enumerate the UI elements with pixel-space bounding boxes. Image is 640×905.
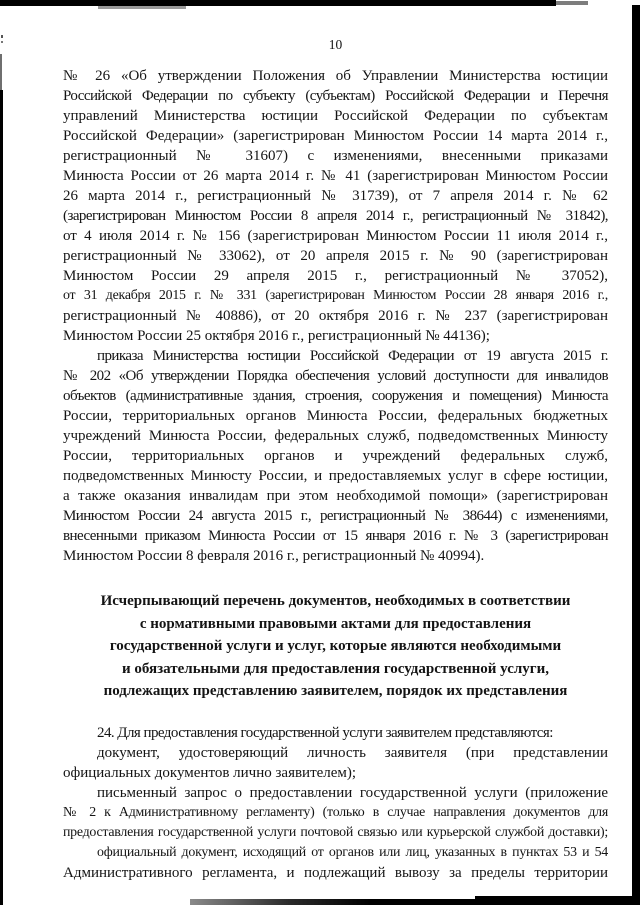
scan-artifact-bottom-bar-right bbox=[475, 896, 640, 905]
paragraph-block bbox=[63, 723, 608, 743]
text-line: регистрационный № 40886), от 20 октября 2016 г. № 237 (зарегистрирован bbox=[63, 308, 608, 324]
text-line: а также оказания инвалидам при этом необходимой помощи» (зарегистрирован bbox=[63, 488, 608, 504]
text-line: Минюста России от 26 марта 2014 г. № 41 (зарегистрирован Минюстом России bbox=[63, 168, 608, 184]
text-line: официальных документов лично заявителем); bbox=[63, 764, 357, 781]
text-line: № 202 «Об утверждении Порядка обеспечения условий доступности для инвалидов bbox=[63, 368, 608, 384]
text-line: Административного регламента, и подлежащий вывозу за пределы территории bbox=[63, 864, 608, 881]
paragraph-block bbox=[63, 783, 608, 843]
page-content bbox=[63, 36, 608, 883]
paragraph-block bbox=[63, 843, 608, 883]
text-line: управлений Министерства юстиции Российской Федерации по субъектам bbox=[63, 108, 608, 124]
heading-line: Исчерпывающий перечень документов, необходимых в соответствии bbox=[100, 593, 571, 609]
document-body bbox=[63, 66, 608, 883]
heading-line: подлежащих представлению заявителем, порядок их представления bbox=[103, 683, 568, 699]
heading-line: государственной услуги и услуг, которые являются необходимыми bbox=[109, 638, 562, 654]
text-line: № 26 «Об утверждении Положения об Управлении Министерства юстиции bbox=[63, 68, 608, 84]
text-line: приказа Министерства юстиции Российской Федерации от 19 августа 2015 г. bbox=[97, 348, 608, 364]
text-line: от 4 июля 2014 г. № 156 (зарегистрирован Минюстом России 11 июля 2014 г., bbox=[63, 228, 608, 244]
heading-block bbox=[63, 590, 608, 703]
text-line: 26 марта 2014 г., регистрационный № 31739), от 7 апреля 2014 г. № 62 bbox=[63, 188, 608, 204]
text-line: Российской Федерации по субъекту (субъектам) Российской Федерации и Перечня bbox=[63, 88, 608, 104]
text-line: внесенными приказом Минюста России от 15 января 2016 г. № 3 (зарегистрирован bbox=[63, 528, 608, 544]
text-line: Российской Федерации» (зарегистрирован Минюстом России 14 марта 2014 г., bbox=[63, 128, 608, 144]
scan-artifact-top-smudge bbox=[98, 6, 186, 9]
text-line: письменный запрос о предоставлении государственной услуги (приложение bbox=[97, 784, 608, 801]
paragraph-block bbox=[63, 346, 608, 566]
text-line: России, территориальных органов Минюста России, федеральных бюджетных bbox=[63, 408, 608, 424]
paragraph-block bbox=[63, 66, 608, 346]
scan-artifact-top-bar-tail bbox=[556, 1, 588, 5]
text-line: (зарегистрирован Минюстом России 8 апреля 2014 г., регистрационный № 31842), bbox=[63, 208, 608, 224]
scan-artifact-top-bar bbox=[0, 0, 556, 6]
scan-artifact-speck bbox=[1, 35, 3, 38]
text-line: регистрационный № 31607) с изменениями, внесенными приказами bbox=[63, 148, 608, 164]
text-line: официальный документ, исходящий от органов или лиц, указанных в пунктах 53 и 54 bbox=[97, 844, 608, 860]
scan-artifact-left-line bbox=[0, 90, 3, 905]
scan-artifact-right-bar bbox=[632, 5, 640, 900]
text-line: № 2 к Административному регламенту) (только в случае направления документов для bbox=[63, 804, 608, 820]
text-line: России, территориальных органов и учреждений федеральных служб, bbox=[63, 448, 608, 464]
scan-artifact-left-line-faint bbox=[0, 54, 2, 92]
text-line: предоставления государственной услуги почтовой связью или курьерской службой доставки); bbox=[63, 824, 608, 840]
text-line: Минюстом России 29 апреля 2015 г., регистрационный № 37052), bbox=[63, 268, 608, 284]
text-line: объектов (административные здания, строения, сооружения и помещения) Минюста bbox=[63, 388, 608, 404]
text-line: документ, удостоверяющий личность заявителя (при представлении bbox=[97, 744, 608, 761]
paragraph-block bbox=[63, 743, 608, 783]
text-line: Минюстом России 8 февраля 2016 г., регистрационный № 40994). bbox=[63, 548, 485, 564]
heading-line: с нормативными правовыми актами для предоставления bbox=[139, 615, 532, 632]
text-line: от 31 декабря 2015 г. № 331 (зарегистрирован Минюстом России 28 января 2016 г., bbox=[63, 288, 608, 303]
text-line: регистрационный № 33062), от 20 апреля 2015 г. № 90 (зарегистрирован bbox=[63, 248, 608, 264]
text-line: 24. Для предоставления государственной услуги заявителем представляются: bbox=[97, 724, 553, 741]
page-number: 10 bbox=[328, 37, 343, 52]
text-line: Минюстом России 25 октября 2016 г., регистрационный № 44136); bbox=[63, 328, 490, 344]
heading-line: и обязательными для предоставления государственной услуги, bbox=[121, 660, 549, 677]
text-line: Минюстом России 24 августа 2015 г., регистрационный № 38644) с изменениями, bbox=[63, 508, 608, 524]
text-line: подведомственных Минюсту России, и предоставляемых услуг в сфере юстиции, bbox=[63, 468, 608, 484]
scan-artifact-speck bbox=[1, 41, 3, 43]
text-line: учреждений Минюста России, федеральных служб, подведомственных Минюсту bbox=[63, 428, 608, 444]
